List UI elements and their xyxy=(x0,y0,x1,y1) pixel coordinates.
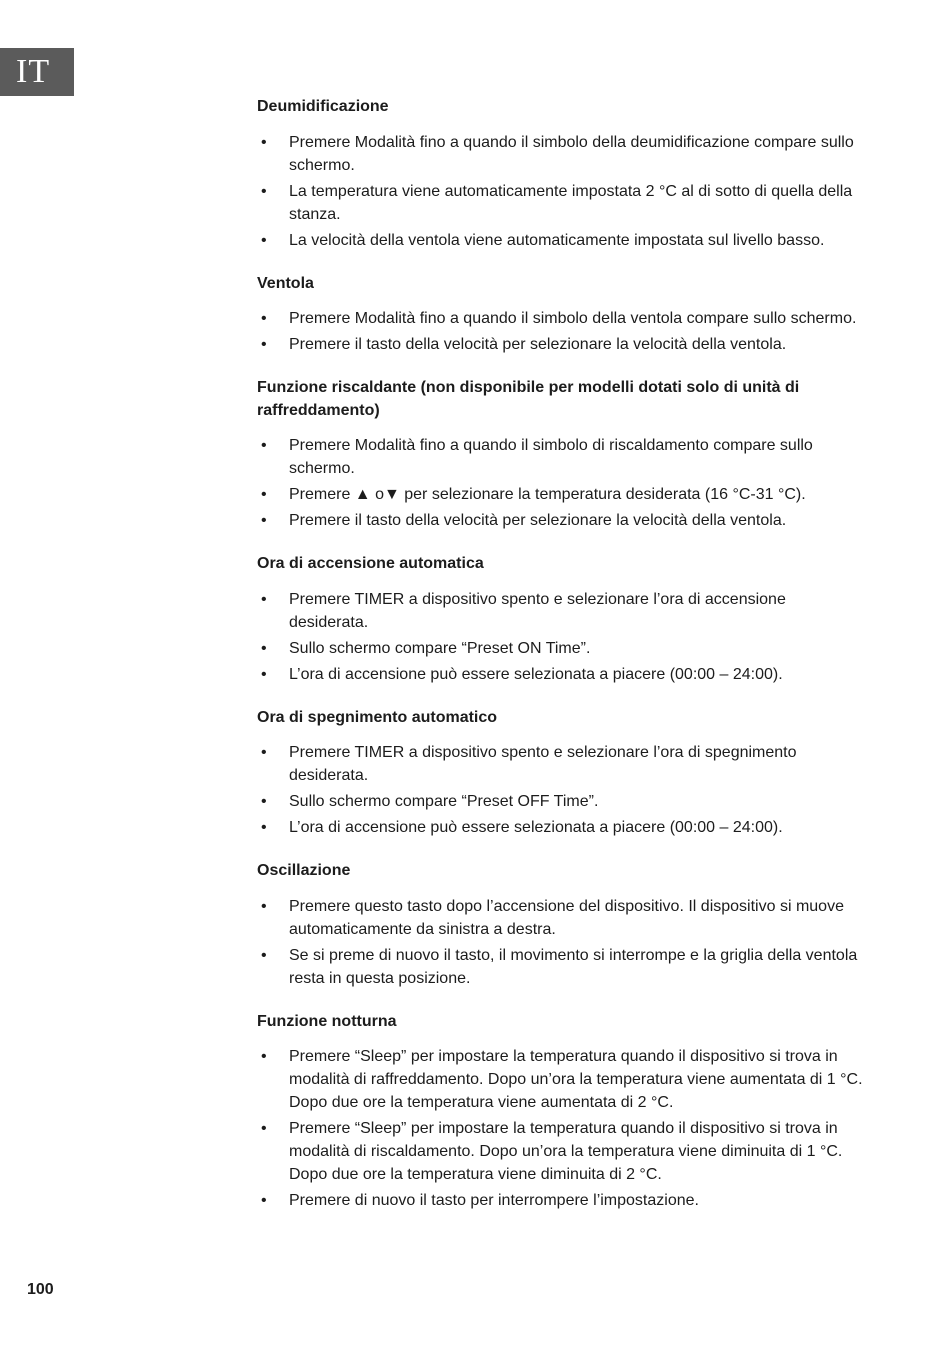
list-item: • La velocità della ventola viene automaticamente impostata sul livello basso. xyxy=(257,229,869,252)
section-heading: Ventola xyxy=(257,274,314,292)
list-item: • Premere il tasto della velocità per selezionare la velocità della ventola. xyxy=(257,509,869,532)
list-item: • Premere Modalità fino a quando il simbolo di riscaldamento compare sullo schermo. xyxy=(257,434,869,480)
list-item: • L’ora di accensione può essere selezionata a piacere (00:00 – 24:00). xyxy=(257,663,869,686)
list-item: • L’ora di accensione può essere selezionata a piacere (00:00 – 24:00). xyxy=(257,816,869,839)
section-heading: Oscillazione xyxy=(257,862,351,879)
section-oscillazione xyxy=(257,860,869,990)
bullet-list xyxy=(257,434,869,532)
section-ventola xyxy=(257,273,869,357)
list-item: • Premere “Sleep” per impostare la temperatura quando il dispositivo si trova in modalità di riscaldamento. Dopo un’ora la temperatura viene diminuita di 1 °C. Dopo due ore la temperatura viene diminuita di 2 °C. xyxy=(257,1117,869,1186)
bullet-list xyxy=(257,1045,869,1212)
list-item: • Premere “Sleep” per impostare la temperatura quando il dispositivo si trova in modalità di raffreddamento. Dopo un’ora la temperatura viene aumentata di 1 °C. Dopo due ore la temperatura viene aumentata di 2 °C. xyxy=(257,1045,869,1114)
section-heading: Ora di accensione automatica xyxy=(257,555,484,572)
section-heading: Deumidificazione xyxy=(257,98,389,115)
bullet-list xyxy=(257,131,869,252)
language-tab: IT xyxy=(0,48,74,96)
section-funzione-riscaldante xyxy=(257,377,869,532)
list-item: • Premere Modalità fino a quando il simbolo della ventola compare sullo schermo. xyxy=(257,307,869,330)
list-item: • Sullo schermo compare “Preset ON Time”. xyxy=(257,637,869,660)
list-item: • Premere di nuovo il tasto per interrompere l’impostazione. xyxy=(257,1189,869,1212)
list-item: • Premere ▲ o▼ per selezionare la temperatura desiderata (16 °C-31 °C). xyxy=(257,483,869,506)
list-item: • La temperatura viene automaticamente impostata 2 °C al di sotto di quella della stanza. xyxy=(257,180,869,226)
manual-content xyxy=(257,96,869,1233)
section-heading: Funzione riscaldante (non disponibile per modelli dotati solo di unità di raffreddamento) xyxy=(257,379,800,419)
list-item: • Premere questo tasto dopo l’accensione del dispositivo. Il dispositivo si muove automaticamente da sinistra a destra. xyxy=(257,895,869,941)
bullet-list xyxy=(257,588,869,686)
section-heading: Ora di spegnimento automatico xyxy=(257,708,498,726)
bullet-list xyxy=(257,741,869,839)
page-number: 100 xyxy=(27,1281,54,1298)
list-item: • Se si preme di nuovo il tasto, il movimento si interrompe e la griglia della ventola resta in questa posizione. xyxy=(257,944,869,990)
section-heading: Funzione notturna xyxy=(257,1012,397,1030)
list-item: • Premere TIMER a dispositivo spento e selezionare l’ora di spegnimento desiderata. xyxy=(257,741,869,787)
section-deumidificazione xyxy=(257,96,869,252)
section-ora-spegnimento xyxy=(257,707,869,840)
bullet-list xyxy=(257,895,869,990)
list-item: • Premere TIMER a dispositivo spento e selezionare l’ora di accensione desiderata. xyxy=(257,588,869,634)
list-item: • Premere il tasto della velocità per selezionare la velocità della ventola. xyxy=(257,333,869,356)
list-item: • Premere Modalità fino a quando il simbolo della deumidificazione compare sullo schermo. xyxy=(257,131,869,177)
section-ora-accensione xyxy=(257,553,869,686)
bullet-list xyxy=(257,307,869,356)
list-item: • Sullo schermo compare “Preset OFF Time”. xyxy=(257,790,869,813)
section-funzione-notturna xyxy=(257,1011,869,1213)
